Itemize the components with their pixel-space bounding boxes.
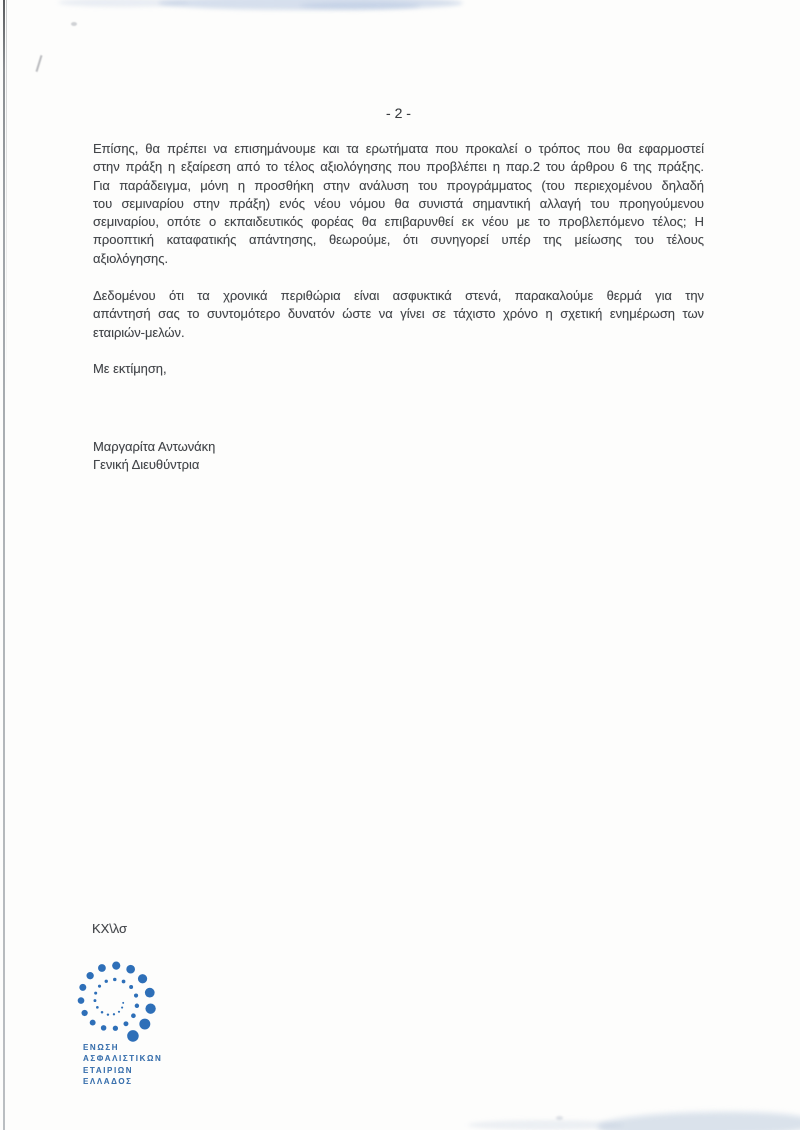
scan-speck xyxy=(71,22,77,26)
scan-smudge-bottom xyxy=(468,1120,623,1130)
body-line: Επίσης, θα πρέπει να επισημάνουμε και τα ερωτήματα που προκαλεί ο τρόπος που θα εφαρμοστεί xyxy=(93,141,704,156)
org-name-line: ΕΝΩΣΗ xyxy=(83,1043,120,1052)
scan-edge-line-echo xyxy=(6,0,7,400)
body-line: σεμιναρίου, οπότε ο εκπαιδευτικός φορέας θα επιβαρυνθεί εκ νέου με το προβλεπόμενο τέλος; Η xyxy=(93,214,704,230)
body-line: Για παράδειγμα, μόνη η προσθήκη στην ανάλυση του προγράμματος (του περιεχομένου δηλαδή xyxy=(93,177,704,193)
closing-salutation: Με εκτίμηση, xyxy=(93,361,167,376)
scan-smudge-top-inner xyxy=(300,2,420,9)
signature-block xyxy=(93,438,704,475)
reference-initials: ΚΧ\λσ xyxy=(92,921,128,936)
body-line: εταιριών-μελών. xyxy=(93,324,185,340)
org-name-line: ΕΤΑΙΡΙΩΝ xyxy=(83,1065,134,1075)
paragraph-1 xyxy=(93,140,704,268)
scan-speck-bottom xyxy=(556,1116,563,1120)
org-logo xyxy=(50,951,175,1055)
signer-name: Μαργαρίτα Αντωνάκη xyxy=(93,439,216,454)
org-logo-dots-icon xyxy=(50,951,175,1055)
org-name-line: ΑΣΦΑΛΙΣΤΙΚΩΝ xyxy=(83,1054,163,1064)
signer-title: Γενική Διευθύντρια xyxy=(93,457,200,473)
scan-smudge-top-left xyxy=(58,0,188,7)
org-name-line: ΕΛΛΑΔΟΣ xyxy=(83,1077,133,1087)
body-line: αξιολόγησης. xyxy=(93,250,169,266)
body-line: Δεδομένου ότι τα χρονικά περιθώρια είναι ασφυκτικά στενά, παρακαλούμε θερμά για την xyxy=(93,288,704,303)
scan-mark-backslash xyxy=(36,55,43,72)
scan-edge-line xyxy=(3,0,5,1130)
paragraph-2 xyxy=(93,287,704,342)
scan-smudge-bottom-right xyxy=(598,1108,800,1130)
page-number: - 2 - xyxy=(386,105,411,121)
body-line: προοπτική καταφατικής απάντησης, θεωρούμε, ότι συνηγορεί υπέρ της μείωσης του τέλους xyxy=(93,232,704,248)
body-line: απάντησή σας το συντομότερο δυνατόν ώστε να γίνει σε τάχιστο χρόνο η σχετική ενημέρωση των xyxy=(93,306,704,322)
body-line: στην πράξη η εξαίρεση από το τέλος αξιολόγησης που προβλέπει η παρ.2 του άρθρου 6 της πράξης. xyxy=(93,159,704,175)
org-name xyxy=(83,1042,162,1088)
body-line: του σεμιναρίου στην πράξη) ενός νέου νόμου θα συνιστά σημαντική αλλαγή του προηγούμενου xyxy=(93,195,704,211)
